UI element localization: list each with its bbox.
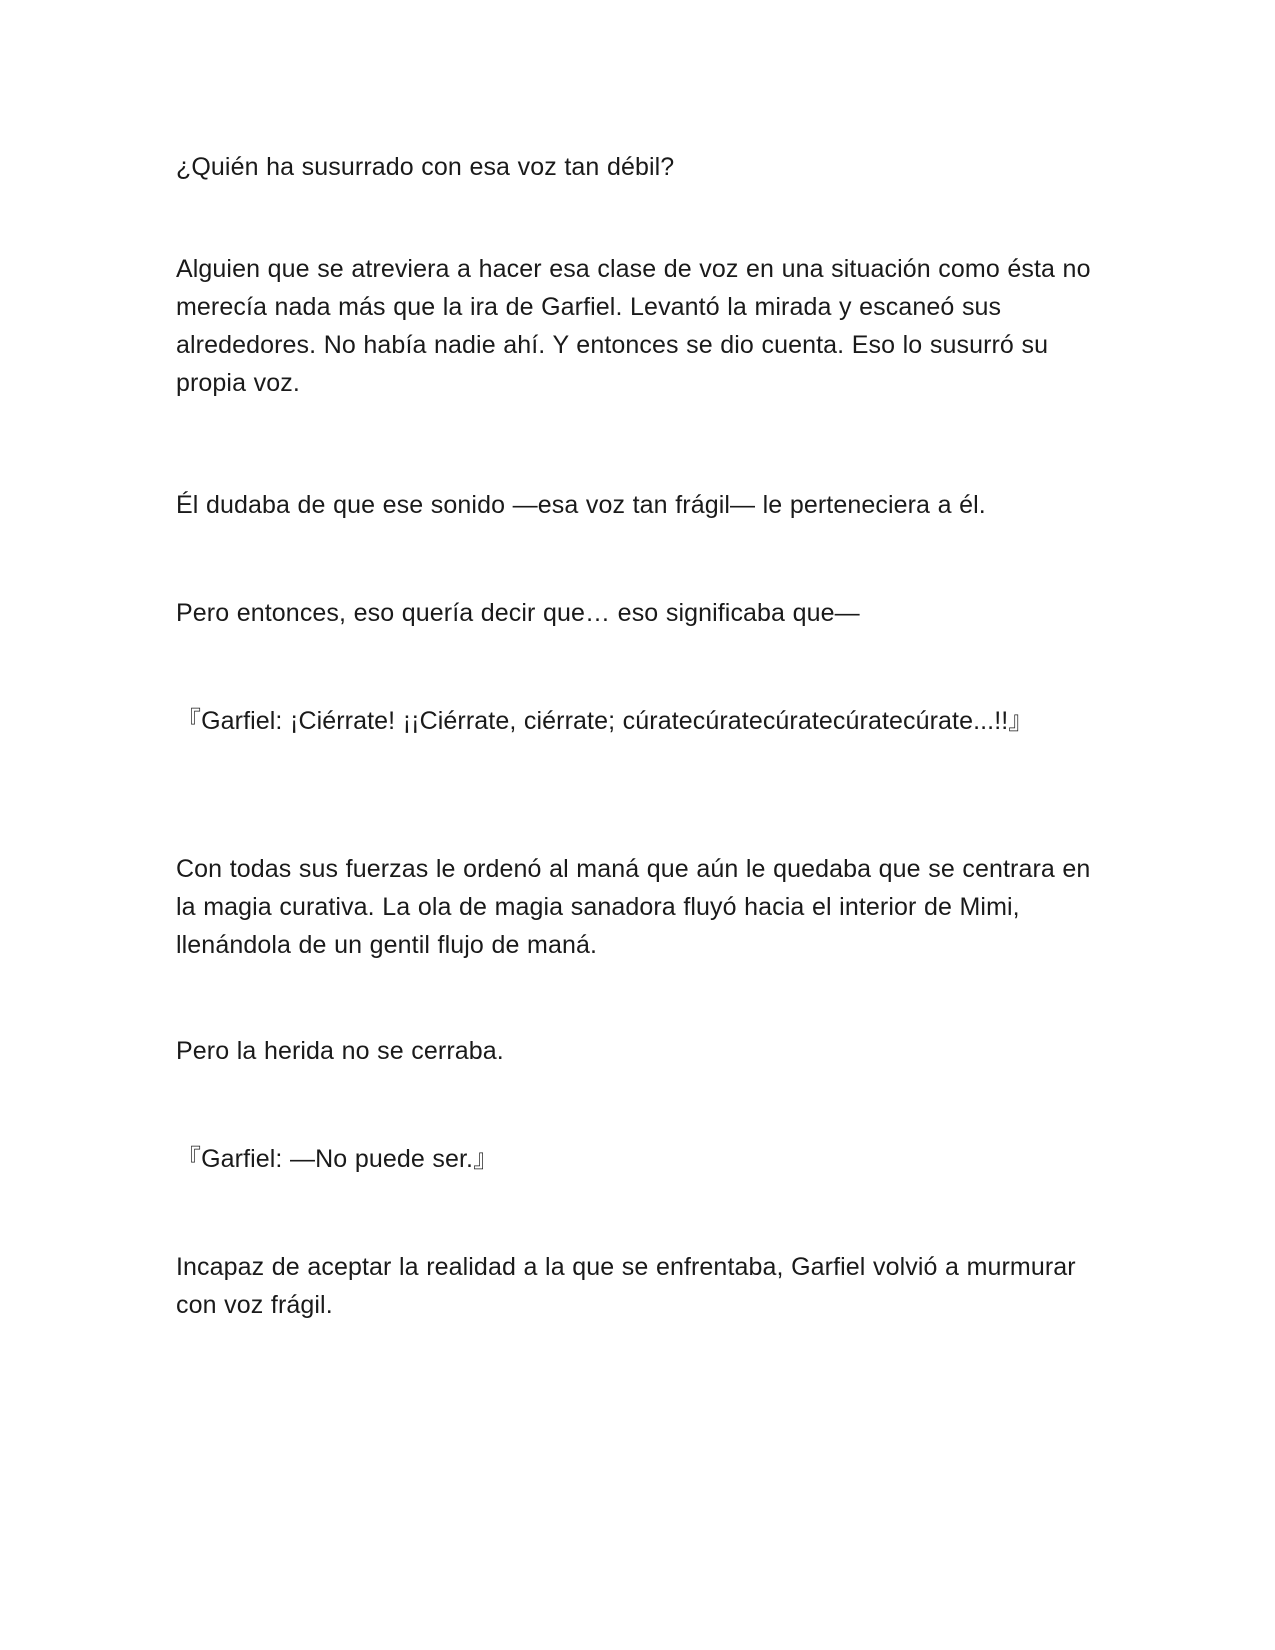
paragraph-5: Con todas sus fuerzas le ordenó al maná que aún le quedaba que se centrara en la magia curativa. La ola de magia sanadora fluyó hacia el interior de Mimi, llenándola de un gentil flujo de maná.	[176, 855, 1091, 959]
paragraph-6: Pero la herida no se cerraba.	[176, 1037, 504, 1065]
paragraph-2: Alguien que se atreviera a hacer esa clase de voz en una situación como ésta no merecía nada más que la ira de Garfiel. Levantó la mirada y escaneó sus alrededores. No había nadie ahí. Y entonces se dio cuenta. Eso lo susurró su propia voz.	[176, 255, 1091, 397]
paragraph-3: Él dudaba de que ese sonido —esa voz tan frágil— le perteneciera a él.	[176, 491, 986, 519]
paragraph-1: ¿Quién ha susurrado con esa voz tan débil?	[176, 153, 675, 181]
dialogue-line-1: 『Garfiel: ¡Ciérrate! ¡¡Ciérrate, ciérrate; cúratecúratecúratecúratecúrate...!!』	[176, 707, 1034, 735]
dialogue-line-2: 『Garfiel: —No puede ser.』	[176, 1145, 499, 1173]
paragraph-7: Incapaz de aceptar la realidad a la que se enfrentaba, Garfiel volvió a murmurar con voz frágil.	[176, 1253, 1076, 1319]
paragraph-4: Pero entonces, eso quería decir que… eso significaba que—	[176, 599, 860, 627]
